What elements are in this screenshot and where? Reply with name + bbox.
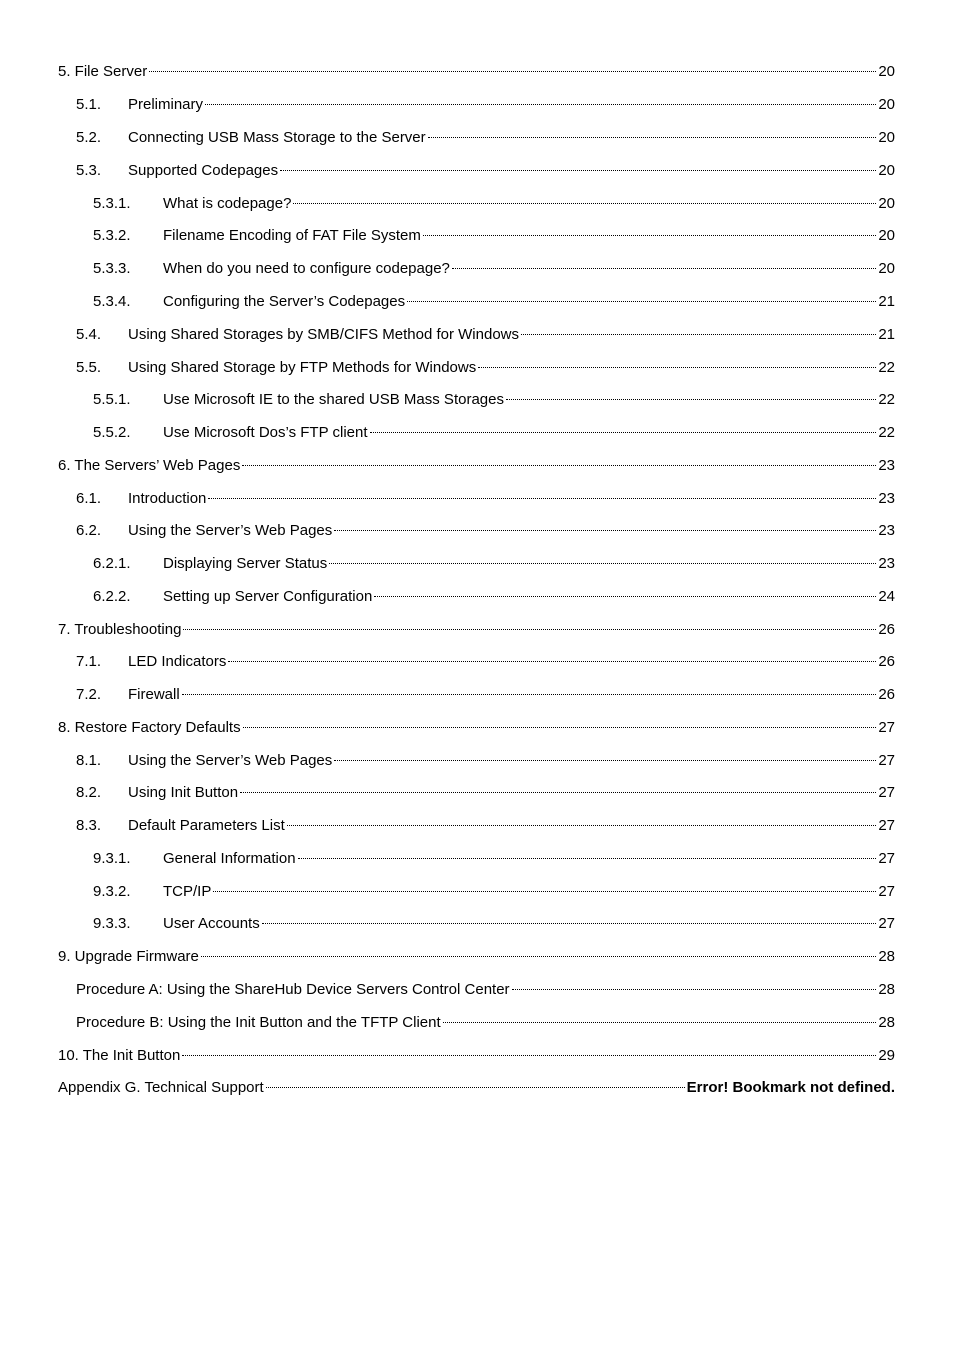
- toc-entry-5-5-2[interactable]: [93, 417, 895, 441]
- dot-leader: [182, 679, 877, 699]
- toc-entry-title: Introduction: [128, 490, 207, 507]
- toc-section-number: 5.3.4.: [93, 293, 131, 310]
- toc-page-number: 20: [878, 260, 895, 277]
- dot-leader: [329, 548, 876, 568]
- toc-entry-title: Preliminary: [128, 96, 204, 113]
- toc-page-number: 20: [878, 129, 895, 146]
- bookmark-error-text: Error! Bookmark not defined.: [686, 1079, 895, 1096]
- toc-entry-9-3-3[interactable]: [93, 908, 895, 932]
- toc-entry-5-5-1[interactable]: [93, 384, 895, 408]
- toc-section-number: 5.3.3.: [93, 260, 131, 277]
- toc-page-number: 27: [878, 883, 895, 900]
- toc-entry-title: Supported Codepages: [128, 162, 279, 179]
- dot-leader: [280, 155, 876, 175]
- toc-entry-7-1[interactable]: [76, 646, 895, 670]
- dot-leader: [407, 286, 876, 306]
- toc-section-number: 6.2.1.: [93, 555, 131, 572]
- toc-section-number: 9.3.2.: [93, 883, 131, 900]
- toc-entry-title: LED Indicators: [128, 653, 227, 670]
- dot-leader: [374, 581, 876, 601]
- toc-page-number: 27: [878, 817, 895, 834]
- toc-entry-title: Procedure A: Using the ShareHub Device Servers Control Center: [76, 981, 510, 998]
- toc-section-number: 5.3.1.: [93, 195, 131, 212]
- toc-entry-9[interactable]: [58, 941, 895, 965]
- toc-section-number: 9.3.3.: [93, 915, 131, 932]
- toc-entry-10[interactable]: [58, 1040, 895, 1064]
- toc-page-number: 29: [878, 1047, 895, 1064]
- toc-entry-5-5[interactable]: [76, 352, 895, 376]
- toc-page-number: 28: [878, 948, 895, 965]
- toc-entry-title: Connecting USB Mass Storage to the Server: [128, 129, 426, 146]
- dot-leader: [183, 614, 876, 634]
- toc-entry-title: Using the Server’s Web Pages: [128, 752, 333, 769]
- dot-leader: [370, 417, 877, 437]
- toc-page-number: 27: [878, 752, 895, 769]
- toc-section-number: 9.3.1.: [93, 850, 131, 867]
- toc-page-number: 20: [878, 227, 895, 244]
- toc-entry-6-2-2[interactable]: [93, 581, 895, 605]
- toc-entry-procedure-a[interactable]: [76, 974, 895, 998]
- dot-leader: [428, 122, 877, 142]
- toc-section-number: 5.5.1.: [93, 391, 131, 408]
- dot-leader: [521, 319, 876, 339]
- toc-entry-title: Procedure B: Using the Init Button and the TFTP Client: [76, 1014, 441, 1031]
- dot-leader: [266, 1072, 685, 1092]
- toc-section-number: 7.2.: [76, 686, 102, 703]
- toc-section-number: 8.1.: [76, 752, 102, 769]
- toc-entry-title: Using the Server’s Web Pages: [128, 522, 333, 539]
- dot-leader: [423, 220, 876, 240]
- toc-entry-8-3[interactable]: [76, 810, 895, 834]
- toc-page-number: 24: [878, 588, 895, 605]
- toc-page-number: 27: [878, 784, 895, 801]
- dot-leader: [205, 89, 876, 109]
- toc-entry-title: Appendix G. Technical Support: [58, 1079, 264, 1096]
- toc-page-number: 21: [878, 293, 895, 310]
- dot-leader: [201, 941, 876, 961]
- toc-entry-title: Default Parameters List: [128, 817, 285, 834]
- toc-entry-title: Filename Encoding of FAT File System: [163, 227, 421, 244]
- toc-entry-title: Displaying Server Status: [163, 555, 328, 572]
- toc-section-number: 6.2.: [76, 522, 102, 539]
- toc-entry-title: Setting up Server Configuration: [163, 588, 373, 605]
- toc-entry-title: TCP/IP: [163, 883, 212, 900]
- toc-section-number: 5.2.: [76, 129, 102, 146]
- toc-entry-6-1[interactable]: [76, 483, 895, 507]
- toc-entry-5-3-2[interactable]: [93, 220, 895, 244]
- toc-section-number: 8.2.: [76, 784, 102, 801]
- toc-page-number: 26: [878, 621, 895, 638]
- toc-entry-9-3-1[interactable]: [93, 843, 895, 867]
- toc-entry-6-2[interactable]: [76, 515, 895, 539]
- toc-section-number: 5.1.: [76, 96, 102, 113]
- toc-entry-5-1[interactable]: [76, 89, 895, 113]
- toc-entry-5-3-4[interactable]: [93, 286, 895, 310]
- dot-leader: [334, 515, 876, 535]
- toc-section-number: 5.5.2.: [93, 424, 131, 441]
- dot-leader: [182, 1040, 876, 1060]
- toc-page-number: 26: [878, 686, 895, 703]
- toc-entry-title: 8. Restore Factory Defaults: [58, 719, 241, 736]
- toc-page-number: 27: [878, 719, 895, 736]
- toc-entry-title: Use Microsoft IE to the shared USB Mass Storages: [163, 391, 504, 408]
- toc-page-number: 28: [878, 981, 895, 998]
- toc-entry-5-3-1[interactable]: [93, 188, 895, 212]
- dot-leader: [478, 352, 876, 372]
- toc-entry-8-1[interactable]: [76, 745, 895, 769]
- toc-page-number: 20: [878, 195, 895, 212]
- dot-leader: [512, 974, 877, 994]
- toc-page-number: 22: [878, 424, 895, 441]
- toc-section-number: 6.2.2.: [93, 588, 131, 605]
- dot-leader: [443, 1007, 877, 1027]
- dot-leader: [149, 56, 876, 76]
- toc-page-number: 27: [878, 850, 895, 867]
- toc-entry-title: 10. The Init Button: [58, 1047, 181, 1064]
- toc-entry-5[interactable]: [58, 56, 895, 80]
- toc-entry-5-4[interactable]: [76, 319, 895, 343]
- dot-leader: [240, 777, 876, 797]
- toc-entry-title: 6. The Servers’ Web Pages: [58, 457, 241, 474]
- toc-section-number: 5.4.: [76, 326, 102, 343]
- toc-page-number: 20: [878, 162, 895, 179]
- toc-page-number: 23: [878, 555, 895, 572]
- toc-section-number: 8.3.: [76, 817, 102, 834]
- toc-entry-9-3-2[interactable]: [93, 876, 895, 900]
- toc-page-number: 20: [878, 63, 895, 80]
- toc-entry-5-3-3[interactable]: [93, 253, 895, 277]
- toc-entry-6-2-1[interactable]: [93, 548, 895, 572]
- dot-leader: [228, 646, 876, 666]
- dot-leader: [287, 810, 877, 830]
- toc-section-number: 6.1.: [76, 490, 102, 507]
- toc-page-number: 23: [878, 522, 895, 539]
- toc-entry-8-2[interactable]: [76, 777, 895, 801]
- toc-entry-5-3[interactable]: [76, 155, 895, 179]
- toc-entry-title: 9. Upgrade Firmware: [58, 948, 199, 965]
- toc-entry-5-2[interactable]: [76, 122, 895, 146]
- toc-entry-8[interactable]: [58, 712, 895, 736]
- dot-leader: [262, 908, 877, 928]
- toc-page-number: 23: [878, 490, 895, 507]
- dot-leader: [298, 843, 877, 863]
- toc-section-number: 5.3.2.: [93, 227, 131, 244]
- toc-entry-title: When do you need to configure codepage?: [163, 260, 450, 277]
- toc-page-number: 22: [878, 391, 895, 408]
- toc-page-number: 20: [878, 96, 895, 113]
- toc-page-number: 21: [878, 326, 895, 343]
- toc-section-number: 7.1.: [76, 653, 102, 670]
- toc-section-number: 5.3.: [76, 162, 102, 179]
- dot-leader: [293, 188, 876, 208]
- toc-page-number: 28: [878, 1014, 895, 1031]
- dot-leader: [208, 483, 876, 503]
- toc-entry-title: Use Microsoft Dos’s FTP client: [163, 424, 368, 441]
- dot-leader: [242, 450, 876, 470]
- toc-page-number: 23: [878, 457, 895, 474]
- toc-page-number: 26: [878, 653, 895, 670]
- toc-entry-title: 5. File Server: [58, 63, 148, 80]
- toc-entry-procedure-b[interactable]: [76, 1007, 895, 1031]
- dot-leader: [334, 745, 876, 765]
- toc-entry-title: Configuring the Server’s Codepages: [163, 293, 406, 310]
- toc-entry-title: What is codepage?: [163, 195, 292, 212]
- toc-entry-title: Using Shared Storage by FTP Methods for Windows: [128, 359, 477, 376]
- toc-entry-title: Firewall: [128, 686, 180, 703]
- toc-entry-7-2[interactable]: [76, 679, 895, 703]
- toc-entry-title: 7. Troubleshooting: [58, 621, 182, 638]
- toc-page-number: 27: [878, 915, 895, 932]
- toc-entry-title: General Information: [163, 850, 296, 867]
- dot-leader: [213, 876, 876, 896]
- toc-entry-6[interactable]: [58, 450, 895, 474]
- dot-leader: [243, 712, 877, 732]
- dot-leader: [452, 253, 876, 273]
- toc-entry-title: User Accounts: [163, 915, 260, 932]
- toc-entry-7[interactable]: [58, 614, 895, 638]
- toc-entry-title: Using Shared Storages by SMB/CIFS Method for Windows: [128, 326, 519, 343]
- toc-page-number: 22: [878, 359, 895, 376]
- toc-section-number: 5.5.: [76, 359, 102, 376]
- toc-entry-appendix-g[interactable]: [58, 1072, 895, 1096]
- toc-entry-title: Using Init Button: [128, 784, 239, 801]
- dot-leader: [506, 384, 876, 404]
